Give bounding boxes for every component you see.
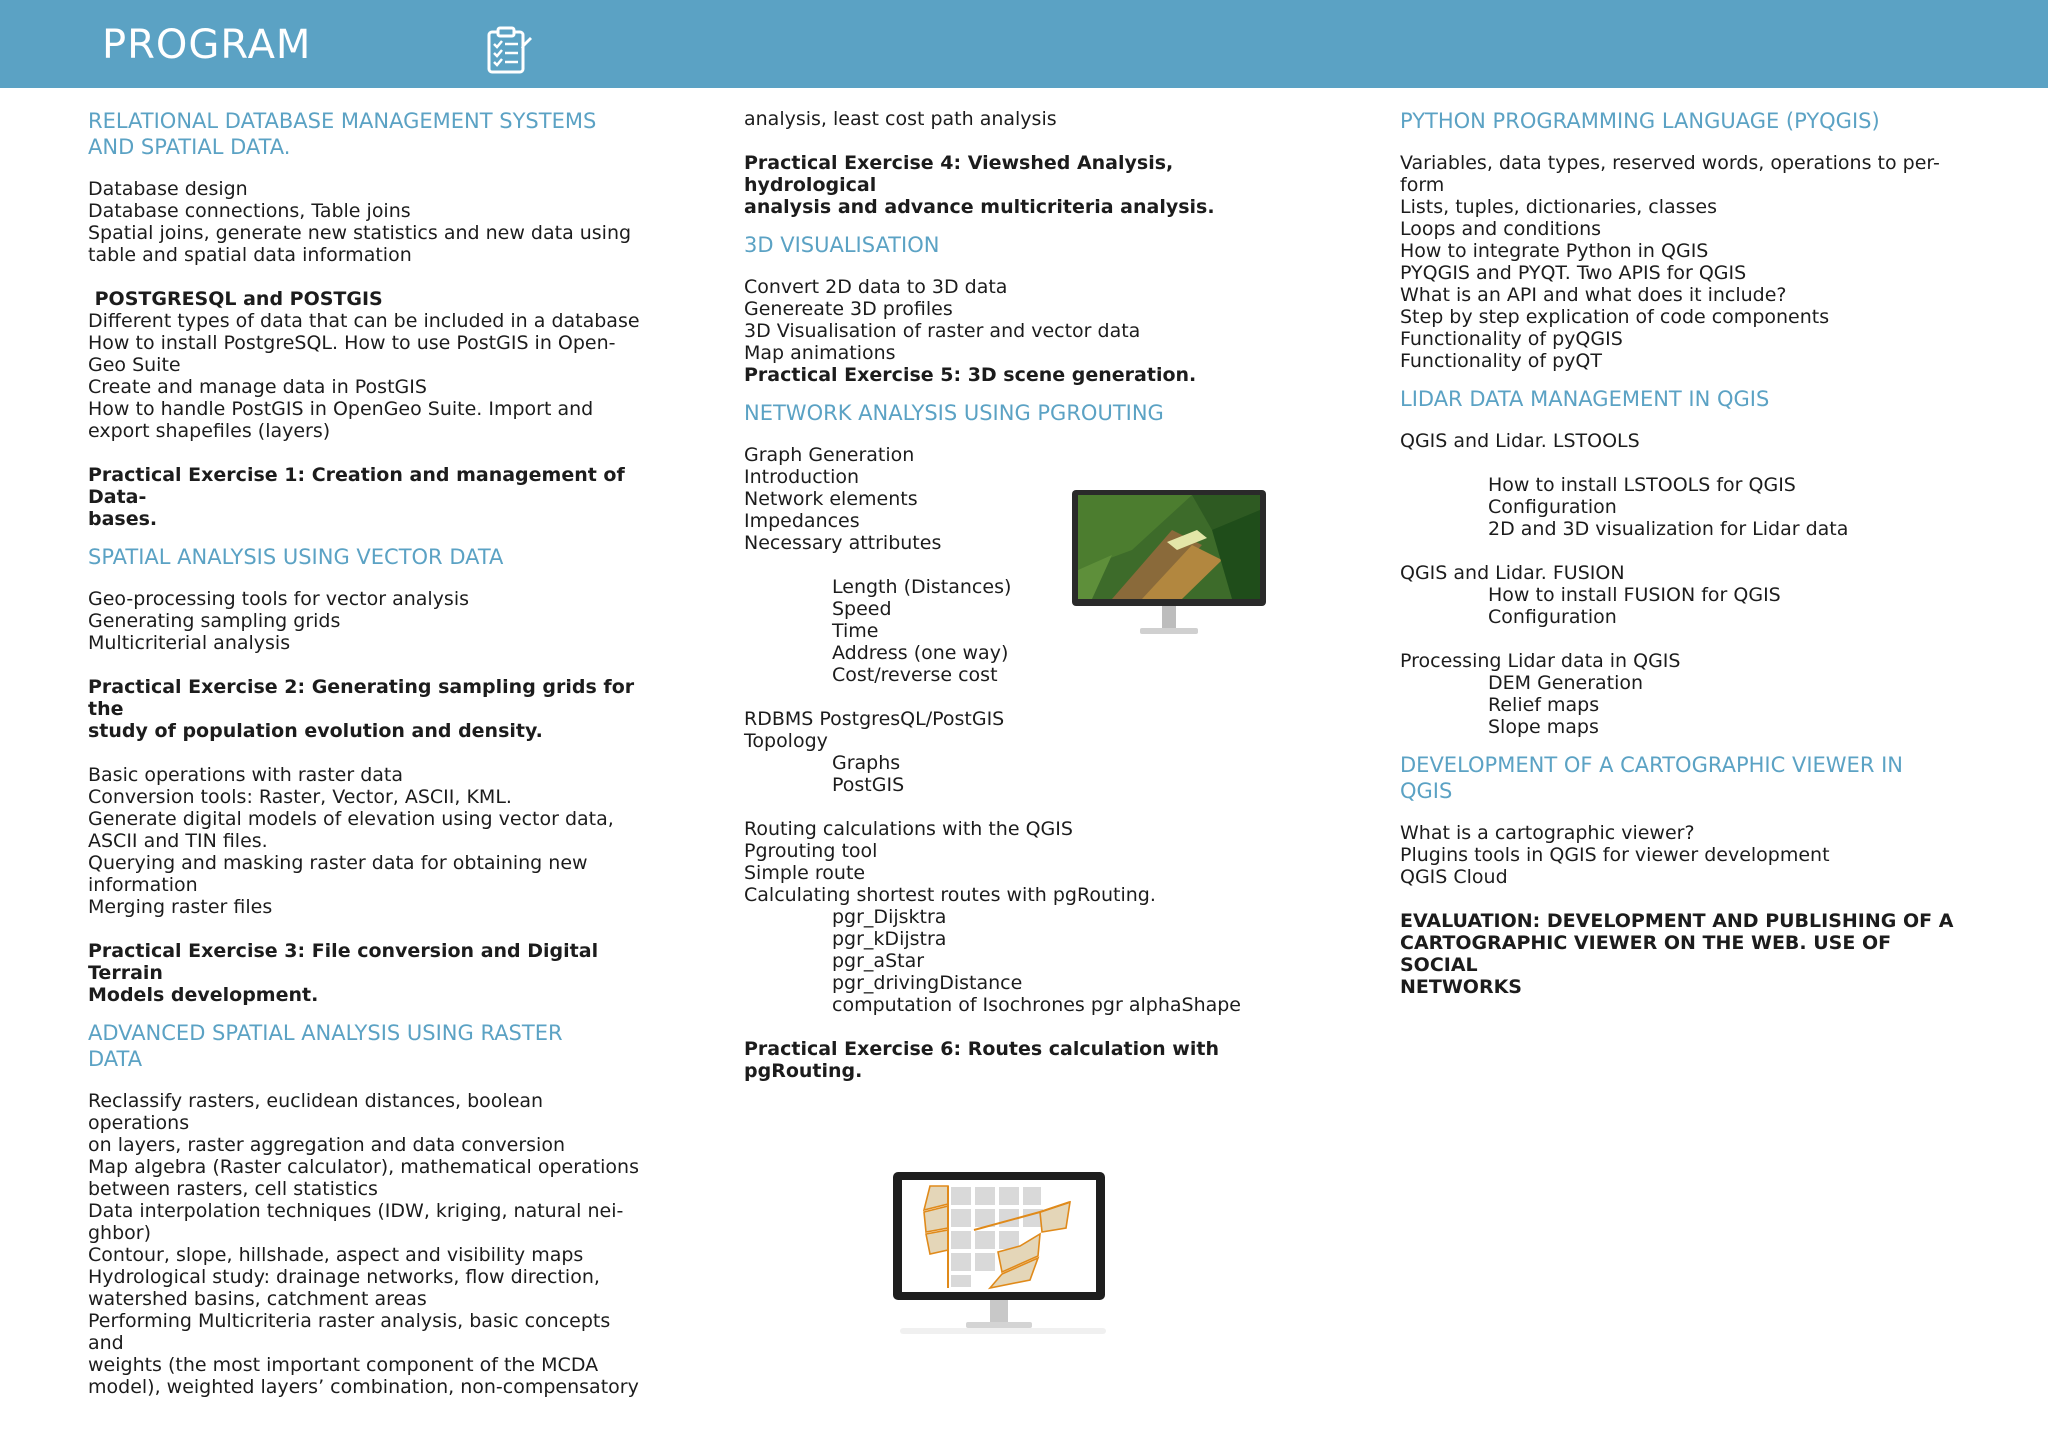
list-item: Map algebra (Raster calculator), mathematical operations xyxy=(88,1156,639,1178)
subheading-postgresql: POSTGRESQL and POSTGIS xyxy=(88,288,383,310)
evaluation-text-cont: CARTOGRAPHIC VIEWER ON THE WEB. USE OF SOCIAL xyxy=(1400,932,1898,976)
list-item: ghbor) xyxy=(88,1222,152,1244)
list-item: Create and manage data in PostGIS xyxy=(88,376,427,398)
checklist-document-icon xyxy=(484,25,534,75)
list-item: QGIS Cloud xyxy=(1400,866,1508,888)
section-title-viewer-cont: QGIS xyxy=(1400,779,1453,803)
list-item: How to handle PostGIS in OpenGeo Suite. Import and xyxy=(88,398,594,420)
list-item: 2D and 3D visualization for Lidar data xyxy=(1488,518,1849,540)
list-item xyxy=(88,442,648,464)
list-item: Impedances xyxy=(744,510,860,532)
list-item: pgr_aStar xyxy=(832,950,925,972)
list-item: How to install LSTOOLS for QGIS xyxy=(1488,474,1796,496)
list-item: pgr_kDijstra xyxy=(832,928,947,950)
list-item: Configuration xyxy=(1488,606,1617,628)
list-item: How to integrate Python in QGIS xyxy=(1400,240,1709,262)
list-item: model), weighted layers’ combination, non-compensatory xyxy=(88,1376,639,1398)
list-item: Relief maps xyxy=(1488,694,1600,716)
list-item: computation of Isochrones pgr alphaShape xyxy=(832,994,1242,1016)
column-right xyxy=(1400,108,1970,998)
page-title: PROGRAM xyxy=(102,22,312,68)
section-title-viewer: DEVELOPMENT OF A CARTOGRAPHIC VIEWER IN xyxy=(1400,753,1903,777)
list-item: Database connections, Table joins xyxy=(88,200,411,222)
list-item: Convert 2D data to 3D data xyxy=(744,276,1008,298)
list-item: watershed basins, catchment areas xyxy=(88,1288,427,1310)
section-title-rdbms-cont: AND SPATIAL DATA. xyxy=(88,135,291,159)
list-item xyxy=(744,1016,1304,1038)
list-item: Multicriterial analysis xyxy=(88,632,291,654)
list-item: pgr_drivingDistance xyxy=(832,972,1023,994)
list-item: Genereate 3D profiles xyxy=(744,298,953,320)
practical-exercise-4: Practical Exercise 4: Viewshed Analysis, hydrological xyxy=(744,152,1180,196)
list-item: Merging raster files xyxy=(88,896,273,918)
list-item: Introduction xyxy=(744,466,860,488)
list-item: How to install FUSION for QGIS xyxy=(1488,584,1781,606)
list-item: PostGIS xyxy=(832,774,905,796)
list-item: How to install PostgreSQL. How to use PostGIS in Open- xyxy=(88,332,616,354)
section-title-raster-cont: DATA xyxy=(88,1047,143,1071)
list-item: Graph Generation xyxy=(744,444,915,466)
list-item: Pgrouting tool xyxy=(744,840,878,862)
list-item xyxy=(88,742,648,764)
list-item xyxy=(88,266,648,288)
list-item: Spatial joins, generate new statistics and new data using xyxy=(88,222,632,244)
list-item: table and spatial data information xyxy=(88,244,412,266)
list-item: Graphs xyxy=(832,752,901,774)
street-network-map-monitor-image xyxy=(890,1172,1116,1338)
list-item: pgr_Dijsktra xyxy=(832,906,947,928)
list-item xyxy=(744,796,1304,818)
list-item: PYQGIS and PYQT. Two APIS for QGIS xyxy=(1400,262,1747,284)
list-item: QGIS and Lidar. LSTOOLS xyxy=(1400,430,1640,452)
list-item: weights (the most important component of the MCDA xyxy=(88,1354,599,1376)
list-item: Geo Suite xyxy=(88,354,181,376)
list-item: Cost/reverse cost xyxy=(832,664,998,686)
list-item: export shapefiles (layers) xyxy=(88,420,331,442)
list-item: between rasters, cell statistics xyxy=(88,1178,378,1200)
section-title-3d: 3D VISUALISATION xyxy=(744,233,940,257)
column-left xyxy=(88,108,648,1398)
section-title-network: NETWORK ANALYSIS USING PGROUTING xyxy=(744,401,1164,425)
list-item: Necessary attributes xyxy=(744,532,942,554)
list-item: Configuration xyxy=(1488,496,1617,518)
list-item xyxy=(744,686,1304,708)
list-item: QGIS and Lidar. FUSION xyxy=(1400,562,1625,584)
list-item: Functionality of pyQT xyxy=(1400,350,1602,372)
section-title-raster: ADVANCED SPATIAL ANALYSIS USING RASTER xyxy=(88,1021,563,1045)
list-item: What is an API and what does it include? xyxy=(1400,284,1787,306)
list-item: Time xyxy=(832,620,879,642)
list-item: Address (one way) xyxy=(832,642,1009,664)
list-item: Generating sampling grids xyxy=(88,610,341,632)
list-item: on layers, raster aggregation and data conversion xyxy=(88,1134,566,1156)
practical-exercise-6: Practical Exercise 6: Routes calculation with pgRouting. xyxy=(744,1038,1226,1082)
list-item: Reclassify rasters, euclidean distances, boolean operations xyxy=(88,1090,550,1134)
list-item: Performing Multicriteria raster analysis, basic concepts and xyxy=(88,1310,617,1354)
practical-exercise-2: Practical Exercise 2: Generating sampling grids for the xyxy=(88,676,641,720)
terrain-3d-monitor-image xyxy=(1072,490,1266,640)
section-title-python: PYTHON PROGRAMMING LANGUAGE (PYQGIS) xyxy=(1400,109,1880,133)
list-item: Database design xyxy=(88,178,248,200)
list-item xyxy=(88,918,648,940)
list-item: Lists, tuples, dictionaries, classes xyxy=(1400,196,1718,218)
list-item: DEM Generation xyxy=(1488,672,1644,694)
list-item: Processing Lidar data in QGIS xyxy=(1400,650,1681,672)
practical-exercise-3-cont: Models development. xyxy=(88,984,319,1006)
list-item: 3D Visualisation of raster and vector data xyxy=(744,320,1141,342)
list-item xyxy=(1400,888,1970,910)
list-item: Contour, slope, hillshade, aspect and visibility maps xyxy=(88,1244,584,1266)
practical-exercise-4-cont: analysis and advance multicriteria analysis. xyxy=(744,196,1215,218)
section-title-rdbms: RELATIONAL DATABASE MANAGEMENT SYSTEMS xyxy=(88,109,597,133)
list-item: Conversion tools: Raster, Vector, ASCII, KML. xyxy=(88,786,512,808)
practical-exercise-1-cont: bases. xyxy=(88,508,158,530)
list-item: form xyxy=(1400,174,1445,196)
list-item: Different types of data that can be included in a database xyxy=(88,310,640,332)
list-item: analysis, least cost path analysis xyxy=(744,108,1057,130)
list-item xyxy=(1400,540,1970,562)
practical-exercise-3: Practical Exercise 3: File conversion and Digital Terrain xyxy=(88,940,605,984)
list-item: Slope maps xyxy=(1488,716,1599,738)
list-item: Routing calculations with the QGIS xyxy=(744,818,1073,840)
section-title-vector: SPATIAL ANALYSIS USING VECTOR DATA xyxy=(88,545,504,569)
list-item: information xyxy=(88,874,198,896)
list-item: Querying and masking raster data for obtaining new xyxy=(88,852,588,874)
practical-exercise-5: Practical Exercise 5: 3D scene generation. xyxy=(744,364,1197,386)
section-title-lidar: LIDAR DATA MANAGEMENT IN QGIS xyxy=(1400,387,1770,411)
list-item xyxy=(1400,628,1970,650)
practical-exercise-2-cont: study of population evolution and density. xyxy=(88,720,543,742)
evaluation-text: EVALUATION: DEVELOPMENT AND PUBLISHING OF A xyxy=(1400,910,1954,932)
list-item: Network elements xyxy=(744,488,918,510)
list-item: Hydrological study: drainage networks, flow direction, xyxy=(88,1266,600,1288)
list-item: ASCII and TIN files. xyxy=(88,830,268,852)
list-item: Variables, data types, reserved words, operations to per- xyxy=(1400,152,1940,174)
header-bar xyxy=(0,0,2048,88)
list-item: Plugins tools in QGIS for viewer development xyxy=(1400,844,1830,866)
list-item: Topology xyxy=(744,730,828,752)
list-item: Map animations xyxy=(744,342,896,364)
evaluation-text-cont: NETWORKS xyxy=(1400,976,1522,998)
list-item: Loops and conditions xyxy=(1400,218,1602,240)
list-item: RDBMS PostgresQL/PostGIS xyxy=(744,708,1005,730)
list-item: Simple route xyxy=(744,862,866,884)
list-item: Speed xyxy=(832,598,892,620)
list-item: Calculating shortest routes with pgRouting. xyxy=(744,884,1156,906)
list-item: Length (Distances) xyxy=(832,576,1012,598)
list-item xyxy=(744,130,1304,152)
list-item xyxy=(88,654,648,676)
list-item xyxy=(1400,452,1970,474)
list-item: Geo-processing tools for vector analysis xyxy=(88,588,469,610)
list-item: What is a cartographic viewer? xyxy=(1400,822,1695,844)
list-item: Step by step explication of code components xyxy=(1400,306,1830,328)
list-item: Functionality of pyQGIS xyxy=(1400,328,1623,350)
practical-exercise-1: Practical Exercise 1: Creation and management of Data- xyxy=(88,464,632,508)
list-item: Generate digital models of elevation using vector data, xyxy=(88,808,614,830)
list-item: Data interpolation techniques (IDW, kriging, natural nei- xyxy=(88,1200,624,1222)
list-item: Basic operations with raster data xyxy=(88,764,403,786)
